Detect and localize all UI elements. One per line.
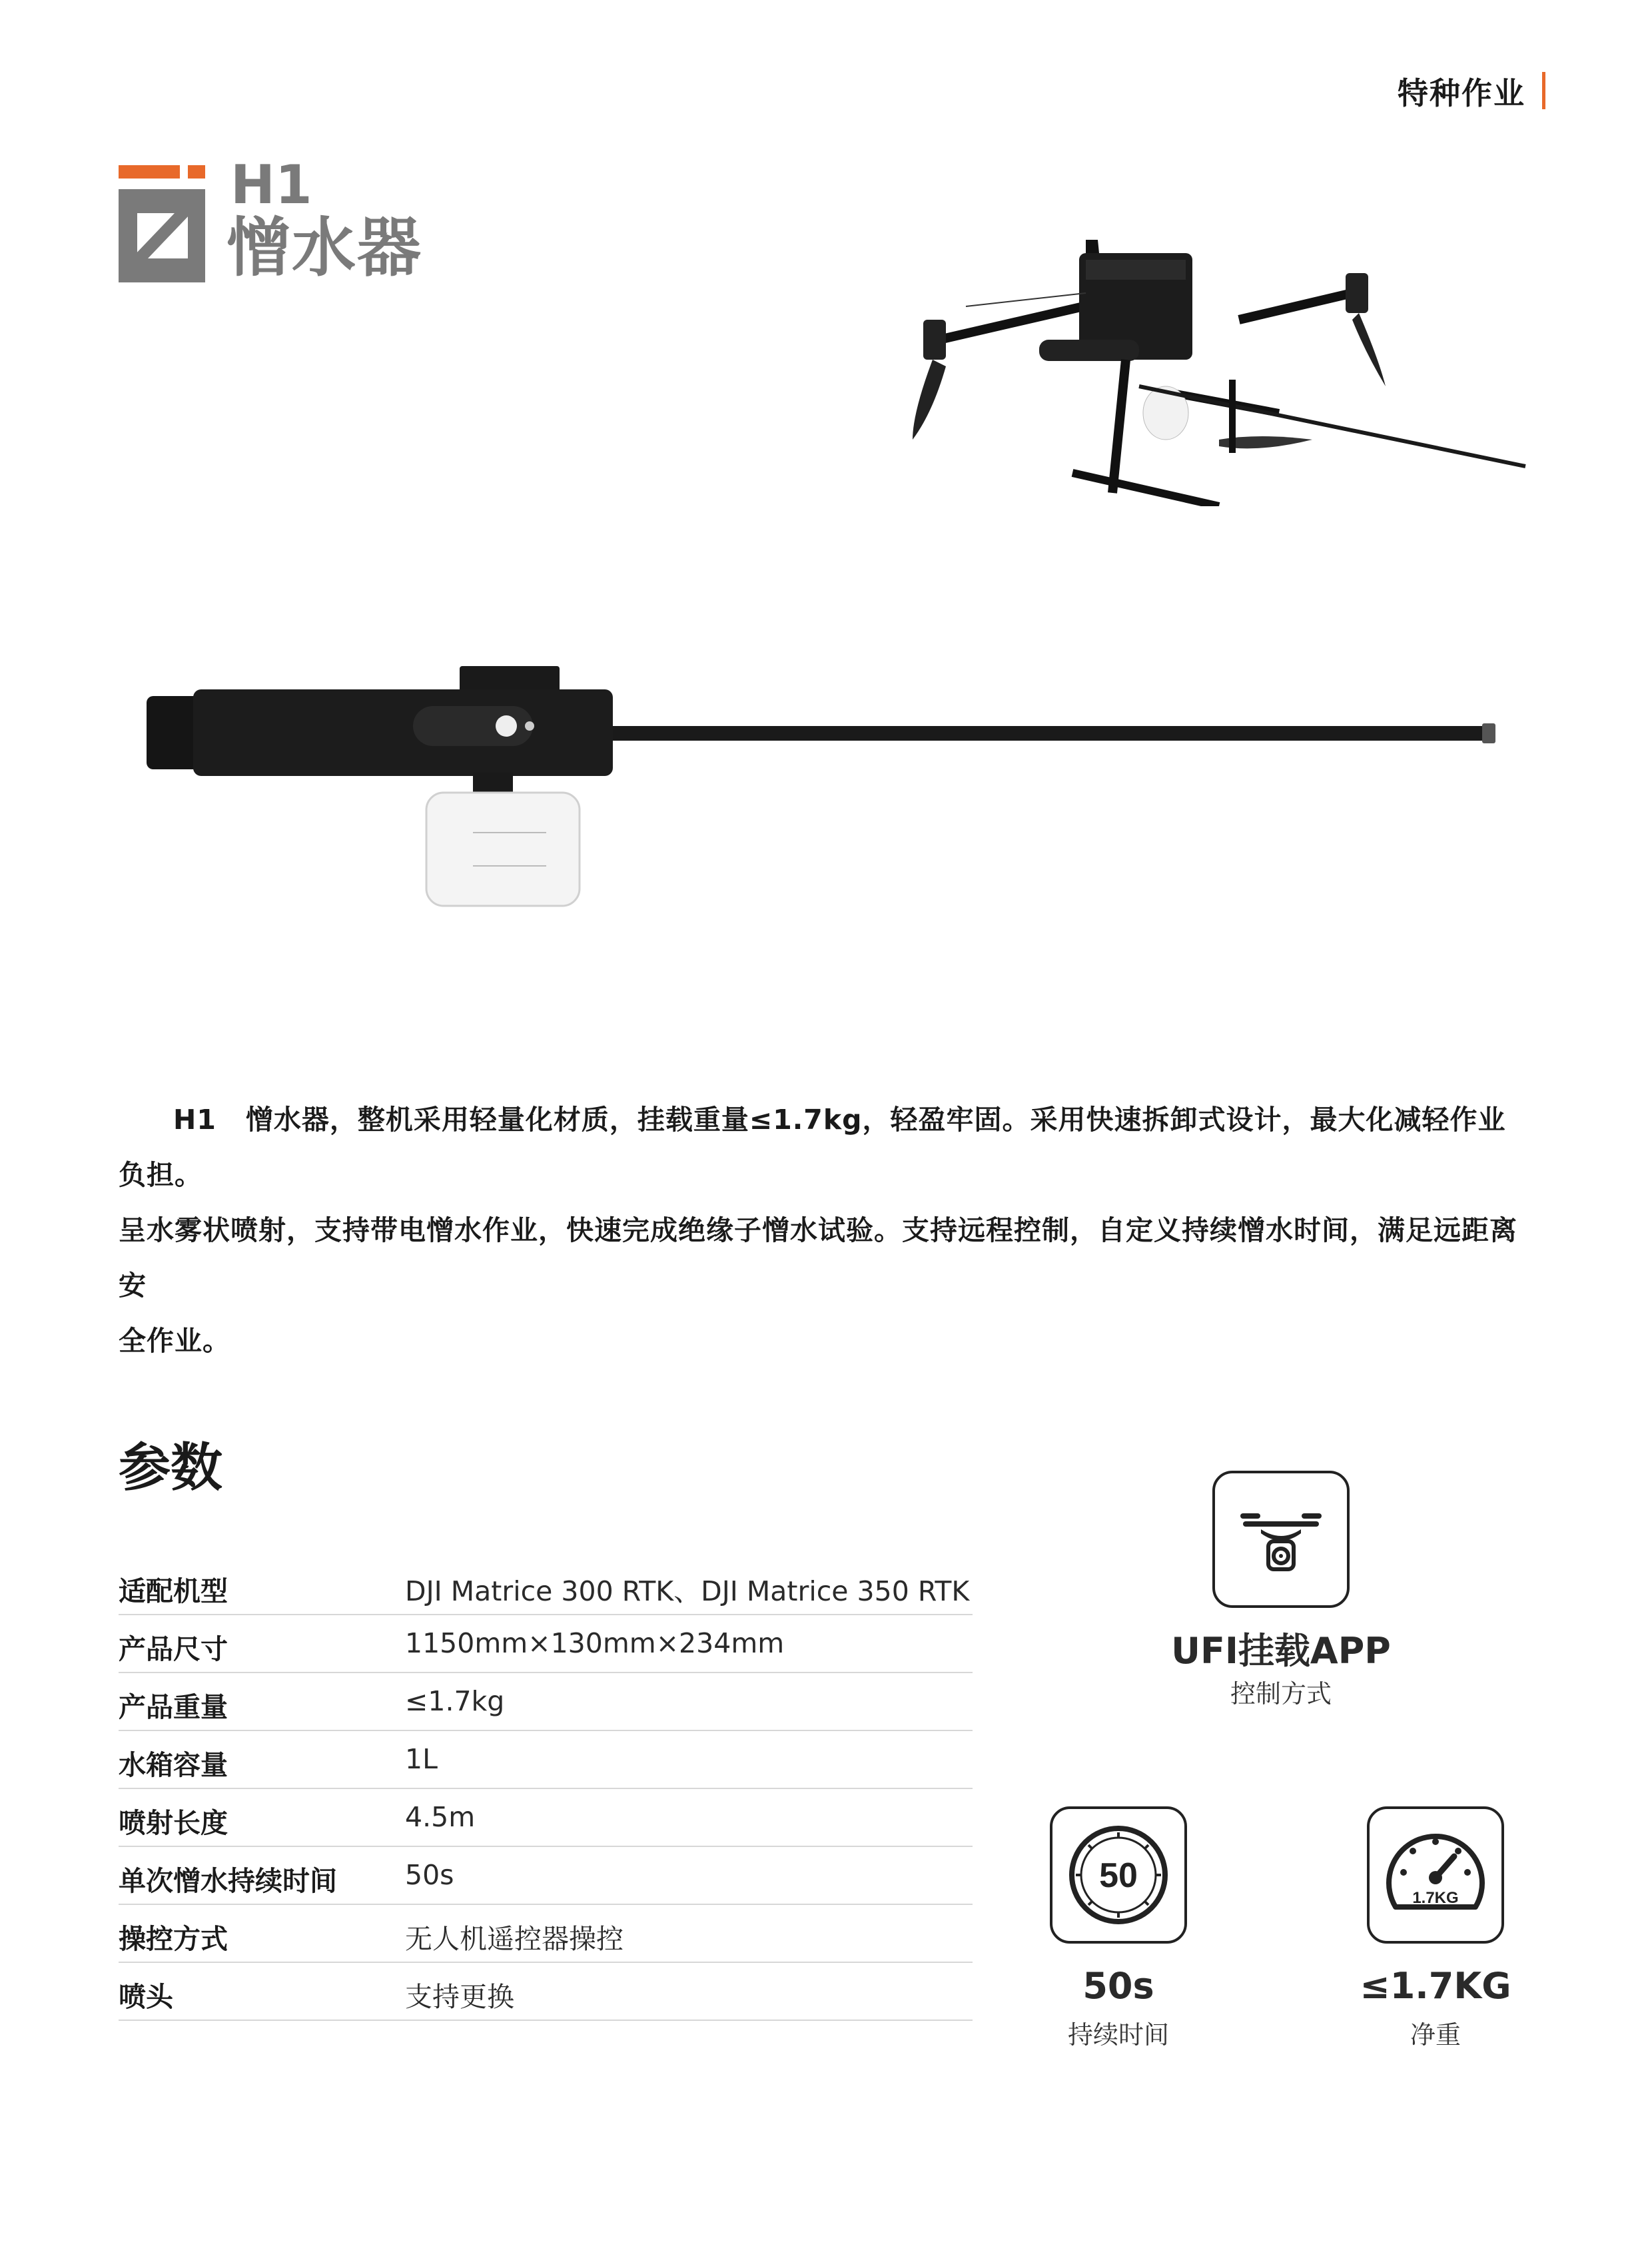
spec-value: 无人机遥控器操控 — [405, 1923, 623, 1955]
spec-value: 1150mm×130mm×234mm — [405, 1627, 785, 1659]
spec-value: 1L — [405, 1743, 438, 1775]
spec-key: 产品尺寸 — [119, 1633, 228, 1665]
spec-key: 产品重量 — [119, 1691, 228, 1723]
feature-label-weight: 净重 — [1410, 2020, 1461, 2050]
spec-row — [119, 1789, 973, 1847]
feature-label-control: 控制方式 — [1230, 1679, 1332, 1708]
spec-value: 支持更换 — [405, 1981, 514, 2013]
spec-row — [119, 1963, 973, 2021]
feature-value-weight: ≤1.7KG — [1360, 1965, 1511, 2007]
spec-value: DJI Matrice 300 RTK、DJI Matrice 350 RTK — [405, 1575, 970, 1607]
product-model: H1 — [230, 154, 312, 216]
description-text-1: 憎水器，整机采用轻量化材质，挂载重量≤1.7kg，轻盈牢固。采用快速拆卸式设计，最大化减轻作业负担。 — [119, 1104, 1506, 1191]
feature-value-control: UFI挂载APP — [1171, 1630, 1391, 1672]
spec-key: 水箱容量 — [119, 1749, 228, 1781]
drone-gimbal-icon — [1212, 1471, 1350, 1608]
spec-key: 操控方式 — [119, 1923, 228, 1955]
category-label — [1398, 69, 1525, 113]
spec-row — [119, 1673, 973, 1731]
description-line-2: 呈水雾状喷射，支持带电憎水作业，快速完成绝缘子憎水试验。支持远程控制，自定义持续憎水时间，满足远距离安 — [119, 1214, 1517, 1302]
spec-table — [119, 1557, 973, 2021]
category-text: 特种作业 — [1398, 75, 1525, 111]
feature-label-duration: 持续时间 — [1067, 2020, 1169, 2050]
brand-logo-icon — [119, 165, 206, 282]
spec-row — [119, 1847, 973, 1905]
spec-value: ≤1.7kg — [405, 1685, 505, 1717]
spec-key: 单次憎水持续时间 — [119, 1865, 337, 1897]
feature-value-duration: 50s — [1082, 1965, 1154, 2007]
spec-key: 喷射长度 — [119, 1807, 228, 1839]
spec-row — [119, 1731, 973, 1789]
description-model: H1 — [173, 1104, 216, 1136]
description-line-3: 全作业。 — [119, 1325, 230, 1357]
timer-icon-text: 50 — [1099, 1856, 1138, 1895]
drone-with-sprayer-image — [886, 213, 1539, 506]
spec-row — [119, 1557, 973, 1615]
product-description — [119, 1092, 1532, 1369]
description-line-1 — [119, 1092, 1532, 1203]
product-name: 憎水器 — [226, 210, 422, 285]
scale-gauge-icon — [1367, 1806, 1504, 1944]
category-accent-bar — [1542, 72, 1545, 109]
sprayer-tool-image — [147, 659, 1499, 926]
gauge-icon-text: 1.7KG — [1412, 1889, 1459, 1907]
spec-key: 喷头 — [119, 1981, 173, 2013]
spec-value: 4.5m — [405, 1801, 476, 1833]
spec-row — [119, 1905, 973, 1963]
spec-row — [119, 1615, 973, 1673]
timer-icon — [1050, 1806, 1187, 1944]
spec-key: 适配机型 — [119, 1575, 228, 1607]
spec-value: 50s — [405, 1859, 454, 1891]
params-title: 参数 — [119, 1438, 223, 1498]
